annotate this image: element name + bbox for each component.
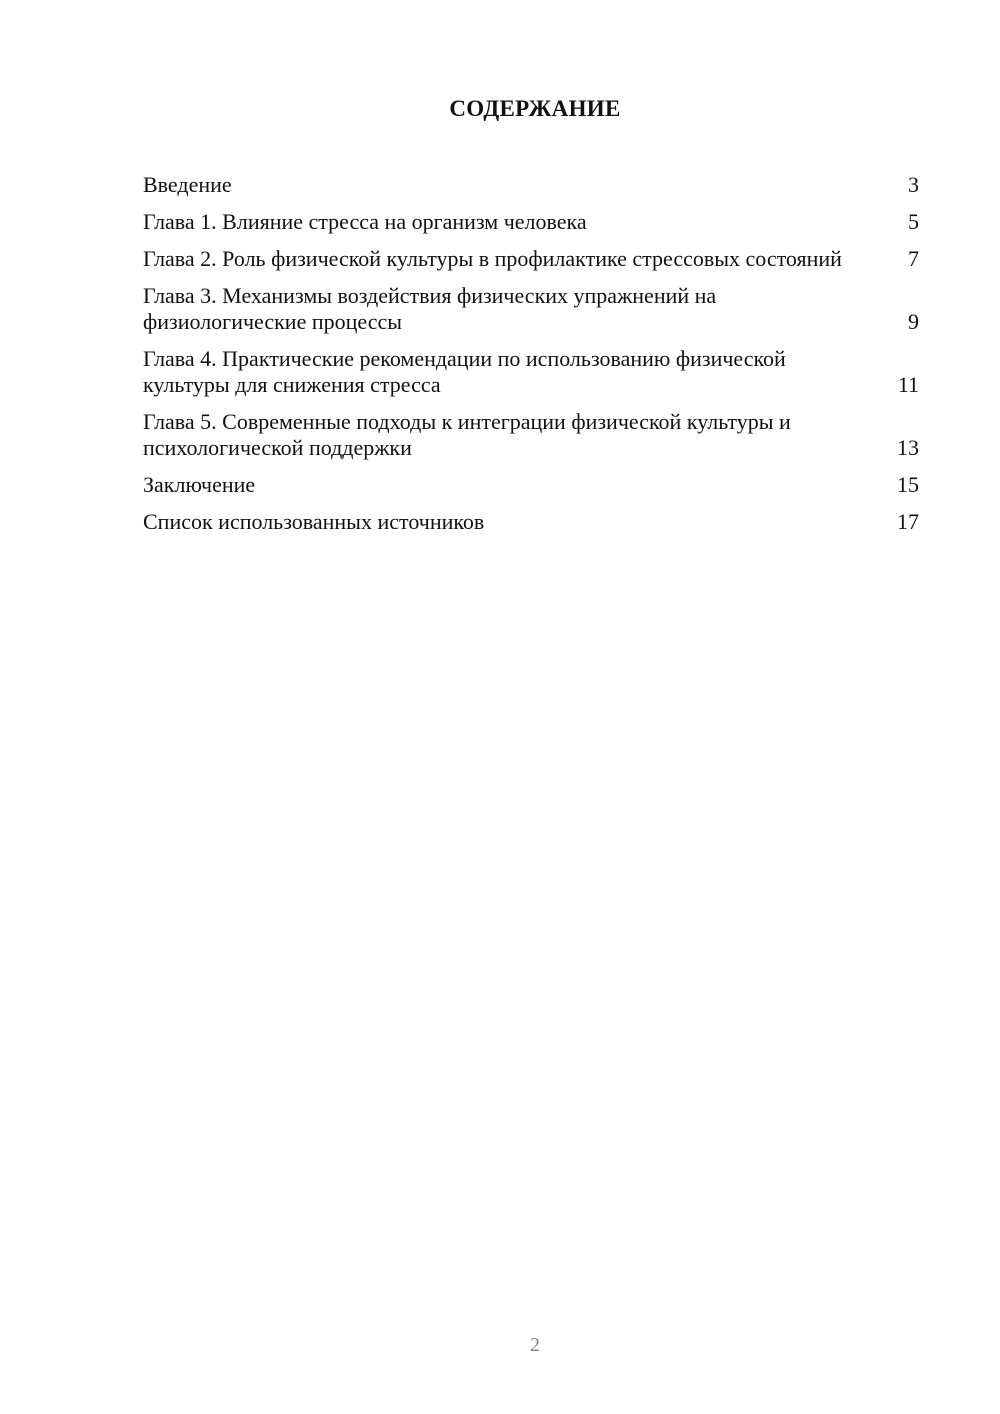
toc-entry-references[interactable] [143, 509, 919, 535]
toc-entry-page: 15 [897, 472, 919, 497]
toc-entry-page: 7 [908, 246, 919, 271]
toc-entry-text: Глава 5. Современные подходы к интеграции физической культуры и психологической поддержки [143, 409, 791, 460]
page-title: СОДЕРЖАНИЕ [449, 96, 621, 121]
toc-entry-text: Глава 4. Практические рекомендации по использованию физической культуры для снижения стресса [143, 346, 786, 397]
toc-entry-introduction[interactable] [143, 172, 919, 198]
toc-entry-conclusion[interactable] [143, 472, 919, 498]
toc-entry-text: Глава 2. Роль физической культуры в профилактике стрессовых состояний [143, 246, 842, 271]
toc-entry-chapter-2[interactable] [143, 246, 919, 272]
toc-entry-chapter-3[interactable] [143, 283, 919, 335]
toc-entry-page: 11 [897, 372, 919, 397]
toc-entry-chapter-1[interactable] [143, 209, 919, 235]
toc-entry-text: Список использованных источников [143, 509, 485, 534]
toc-entry-page: 5 [908, 209, 919, 234]
toc-entry-text: Заключение [143, 472, 256, 497]
toc-entry-chapter-5[interactable] [143, 409, 919, 461]
page-number: 2 [530, 1334, 540, 1356]
toc-entry-page: 13 [897, 435, 919, 460]
toc-entry-text: Глава 1. Влияние стресса на организм человека [143, 209, 587, 234]
toc-entry-chapter-4[interactable] [143, 346, 919, 398]
toc-entry-page: 3 [908, 172, 919, 197]
toc-entry-page: 17 [897, 509, 919, 534]
toc-entry-page: 9 [908, 309, 919, 334]
toc-entry-text: Введение [143, 172, 232, 197]
table-of-contents [143, 172, 919, 546]
toc-entry-text: Глава 3. Механизмы воздействия физических упражнений на физиологические процессы [143, 283, 717, 334]
